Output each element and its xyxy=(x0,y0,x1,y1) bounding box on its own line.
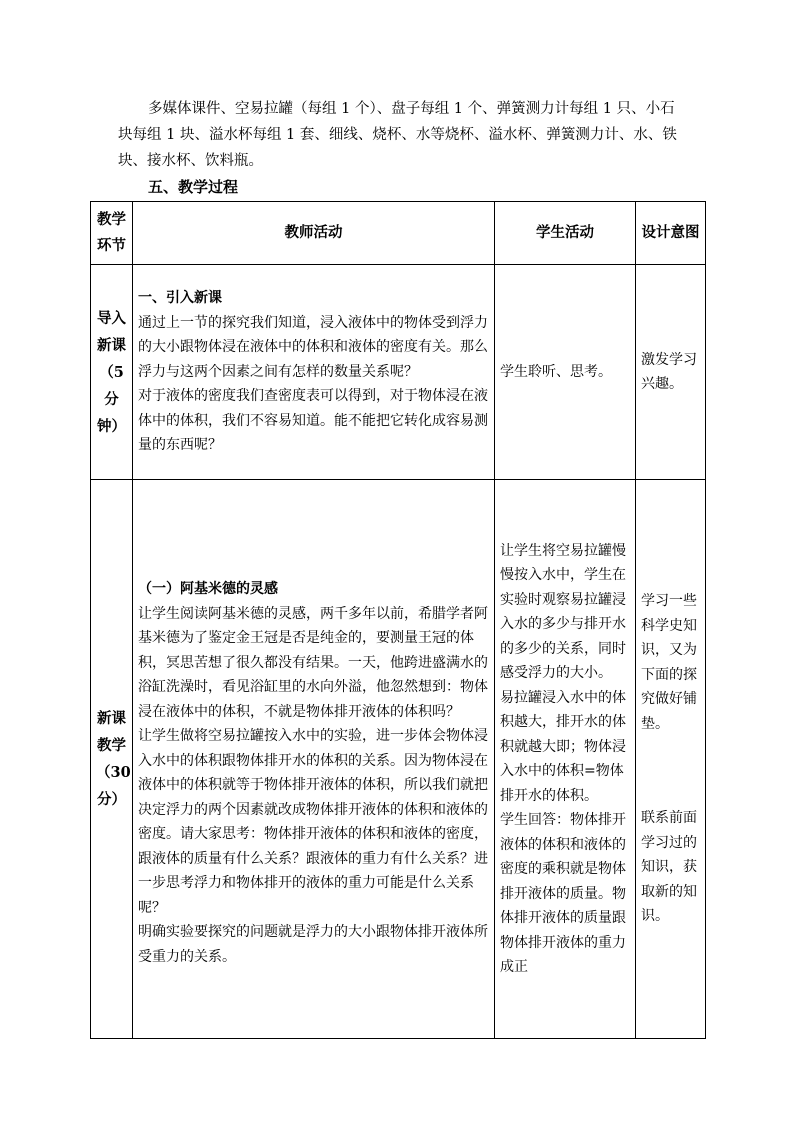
teacher-heading: 一、引入新课 xyxy=(138,290,222,307)
section-title: 五、教学过程 xyxy=(148,178,239,196)
design-paragraph: 激发学习兴趣。 xyxy=(641,351,697,392)
stage-cell: 新课教学（30分） xyxy=(91,480,133,1039)
student-paragraph: 让学生将空易拉罐慢慢按入水中，学生在实验时观察易拉罐浸入水的多少与排开水的多少的关系，同时感受浮力的大小。 xyxy=(500,542,626,681)
header-design-intent: 设计意图 xyxy=(636,202,706,265)
design-spacer xyxy=(641,736,700,806)
materials-paragraph-block xyxy=(118,96,688,174)
student-activity-cell xyxy=(495,265,636,480)
design-intent-cell xyxy=(636,480,706,1039)
header-student-activity: 学生活动 xyxy=(495,202,636,265)
teacher-activity-cell xyxy=(133,265,495,480)
student-activity-cell xyxy=(495,480,636,1039)
header-teacher-activity: 教师活动 xyxy=(133,202,495,265)
teacher-paragraph: 让学生阅读阿基米德的灵感，两千多年以前，希腊学者阿基米德为了鉴定金王冠是否是纯金的，要测量王冠的体积，冥思苦想了很久都没有结果。一天，他跨进盛满水的浴缸洗澡时，看见浴缸里的水向外溢，他忽然想到：物体浸在液体中的体积，不就是物体排开液体的体积吗？ xyxy=(138,605,488,720)
teacher-paragraph: 通过上一节的探究我们知道，浸入液体中的物体受到浮力的大小跟物体浸在液体中的体积和液体的密度有关。那么浮力与这两个因素之间有怎样的数量关系呢？ xyxy=(138,314,488,380)
teaching-process-table xyxy=(90,201,706,1039)
table-row xyxy=(91,480,706,1039)
design-intent-cell xyxy=(636,265,706,480)
teacher-paragraph: 让学生做将空易拉罐按入水中的实验，进一步体会物体浸入水中的体积跟物体排开水的体积的关系。因为物体浸在液体中的体积就等于物体排开液体的体积，所以我们就把决定浮力的两个因素就改成物体排开液体的体积和液体的密度。请大家思考：物体排开液体的体积和液体的密度，跟液体的质量有什么关系？跟液体的重力有什么关系？进一步思考浮力和物体排开的液体的重力可能是什么关系呢？ xyxy=(138,728,488,916)
teacher-heading: （一）阿基米德的灵感 xyxy=(138,581,278,597)
header-stage: 教学环节 xyxy=(91,202,133,265)
design-paragraph: 联系前面学习过的知识，获取新的知识。 xyxy=(641,810,697,925)
student-paragraph: 学生聆听、思考。 xyxy=(500,363,612,380)
teacher-activity-cell xyxy=(133,480,495,1039)
table-row xyxy=(91,265,706,480)
materials-text: 多媒体课件、空易拉罐（每组 1 个）、盘子每组 1 个、弹簧测力计每组 1 只、小石块每组 1 块、溢水杯每组 1 套、细线、烧杯、水等烧杯、溢水杯、弹簧测力计、水、铁块、接水杯、饮料瓶。 xyxy=(118,101,677,169)
stage-cell: 导入新课（5分钟） xyxy=(91,265,133,480)
student-paragraph: 学生回答：物体排开液体的体积和液体的密度的乘积就是物体排开液体的质量。物体排开液体的质量跟物体排开液体的重力成正 xyxy=(500,812,626,975)
teacher-paragraph: 对于液体的密度我们查密度表可以得到，对于物体浸在液体中的体积，我们不容易知道。能不能把它转化成容易测量的东西呢？ xyxy=(138,388,488,454)
teacher-paragraph: 明确实验要探究的问题就是浮力的大小跟物体排开液体所受重力的关系。 xyxy=(138,924,488,965)
table-header-row xyxy=(91,202,706,265)
design-paragraph: 学习一些科学史知识，又为下面的探究做好铺垫。 xyxy=(641,593,697,732)
student-paragraph: 易拉罐浸入水中的体积越大，排开水的体积就越大即；物体浸入水中的体积=物体排开水的体积。 xyxy=(500,689,626,804)
